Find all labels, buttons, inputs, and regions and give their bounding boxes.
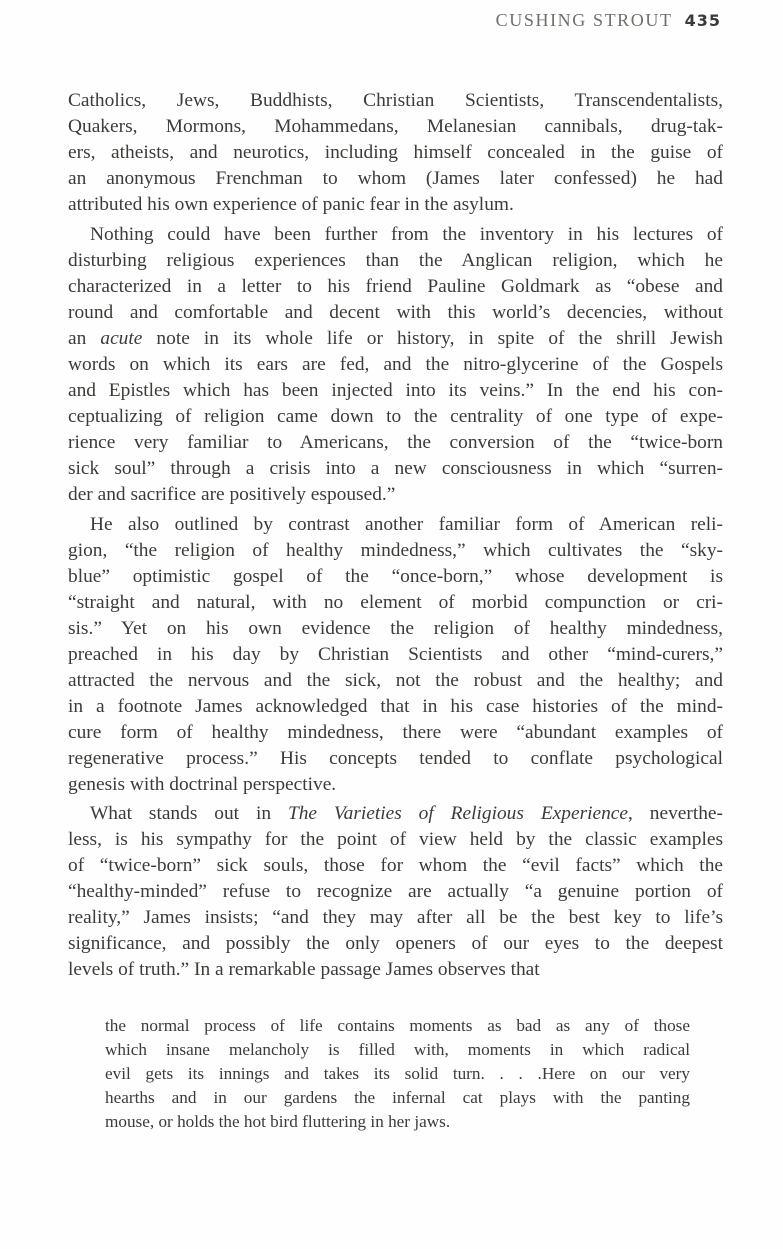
text-line: levels of truth.” In a remarkable passage James observes that [68, 959, 540, 980]
text-line: words on which its ears are fed, and the nitro-glycerine of the Gospels [68, 354, 723, 375]
text-line: Nothing could have been further from the inventory in his lectures of [90, 224, 723, 245]
quote-line: evil gets its innings and takes its solid turn. . . .Here on our very [105, 1064, 690, 1083]
running-head-author: CUSHING STROUT [495, 10, 673, 30]
italic-emphasis: acute [100, 328, 143, 349]
text-line: He also outlined by contrast another familiar form of American reli- [90, 514, 723, 535]
text-line: attracted the nervous and the sick, not the robust and the healthy; and [68, 670, 723, 691]
text-line: blue” optimistic gospel of the “once-born,” whose development is [68, 566, 723, 587]
text-line: der and sacrifice are positively espoused.” [68, 484, 396, 505]
page-number: 435 [684, 11, 721, 30]
text-line: attributed his own experience of panic fear in the asylum. [68, 194, 514, 215]
text-run: an [68, 328, 101, 349]
quote-line: mouse, or holds the hot bird fluttering in her jaws. [105, 1112, 451, 1131]
text-line: regenerative process.” His concepts tended to conflate psychological [68, 748, 723, 769]
text-line: rience very familiar to Americans, the conversion of the “twice-born [68, 432, 723, 453]
text-line: disturbing religious experiences than the Anglican religion, which he [68, 250, 723, 271]
text-line: characterized in a letter to his friend Pauline Goldmark as “obese and [68, 276, 723, 297]
text-line: “healthy-minded” refuse to recognize are actually “a genuine portion of [68, 881, 723, 902]
text-line: cure form of healthy mindedness, there were “abundant examples of [68, 722, 723, 743]
text-line: gion, “the religion of healthy mindedness,” which cultivates the “sky- [68, 540, 723, 561]
text-line: genesis with doctrinal perspective. [68, 774, 337, 795]
text-line [90, 801, 723, 827]
text-line: Quakers, Mormons, Mohammedans, Melanesian cannibals, drug-tak- [68, 116, 723, 137]
text-line: and Epistles which has been injected into its veins.” In the end his con- [68, 380, 723, 401]
text-run: note in its whole life or history, in spite of the shrill Jewish [142, 328, 723, 349]
quote-line: hearths and in our gardens the infernal cat plays with the panting [105, 1088, 690, 1107]
text-line: an anonymous Frenchman to whom (James later confessed) he had [68, 168, 723, 189]
text-line: in a footnote James acknowledged that in his case histories of the mind- [68, 696, 723, 717]
text-run: What stands out in [90, 803, 288, 824]
text-line: sick soul” through a crisis into a new consciousness in which “surren- [68, 458, 723, 479]
text-line: Catholics, Jews, Buddhists, Christian Scientists, Transcendentalists, [68, 90, 723, 111]
text-line: of “twice-born” sick souls, those for whom the “evil facts” which the [68, 855, 723, 876]
book-title-italic: The Varieties of Religious Experience [287, 803, 629, 824]
text-line: sis.” Yet on his own evidence the religion of healthy mindedness, [68, 618, 723, 639]
quote-line: the normal process of life contains moments as bad as any of those [105, 1016, 690, 1035]
text-line: less, is his sympathy for the point of view held by the classic examples [68, 829, 723, 850]
text-line: “straight and natural, with no element of morbid compunction or cri- [68, 592, 723, 613]
quote-line: which insane melancholy is filled with, moments in which radical [105, 1040, 690, 1059]
text-line: significance, and possibly the only openers of our eyes to the deepest [68, 933, 723, 954]
text-line: ers, atheists, and neurotics, including himself concealed in the guise of [68, 142, 723, 163]
text-line: ceptualizing of religion came down to the centrality of one type of expe- [68, 406, 723, 427]
running-head [496, 10, 721, 31]
text-line: preached in his day by Christian Scientists and other “mind-curers,” [68, 644, 723, 665]
text-line: round and comfortable and decent with this world’s decencies, without [68, 302, 723, 323]
text-line: reality,” James insists; “and they may after all be the best key to life’s [68, 907, 723, 928]
text-run: , neverthe- [628, 803, 723, 824]
text-line [68, 326, 723, 352]
